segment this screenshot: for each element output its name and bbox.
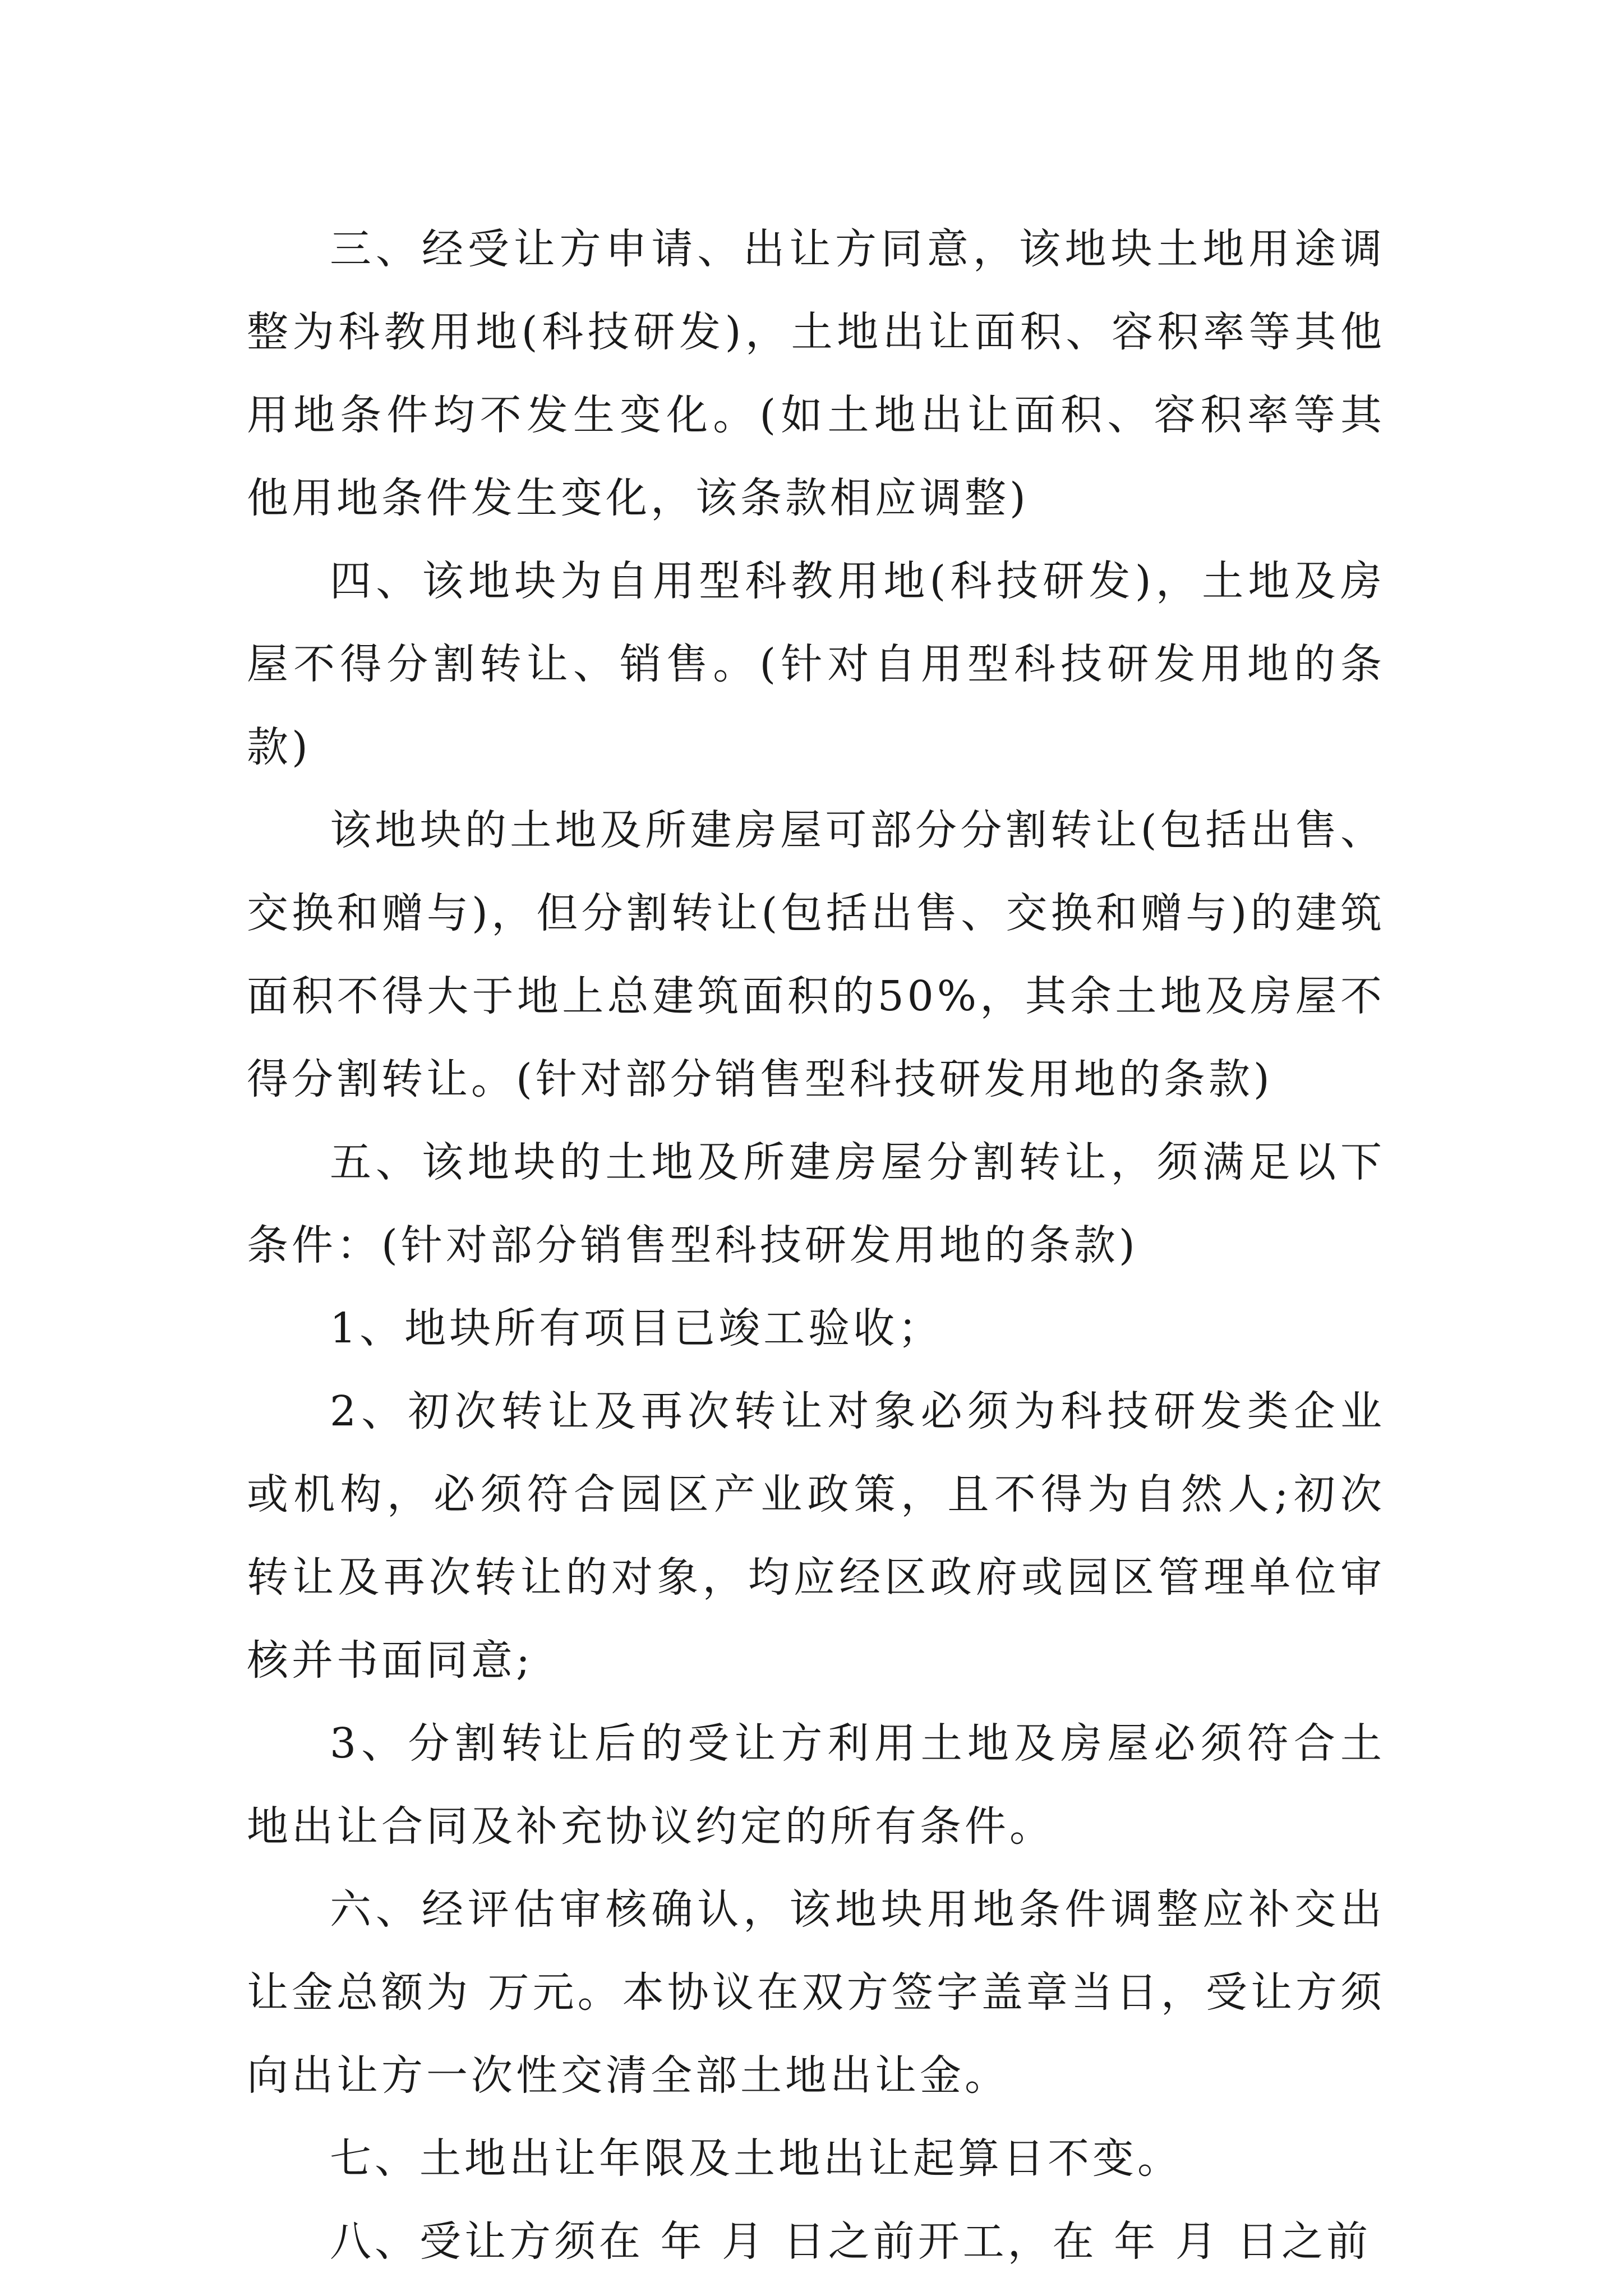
paragraph-clause-3: 三、经受让方申请、出让方同意，该地块土地用途调整为科教用地(科技研发)，土地出让面积、容积率等其他用地条件均不发生变化。(如土地出让面积、容积率等其他用地条件发生变化，该条款相应调整) — [247, 225, 1385, 522]
paragraph-clause-4-alt: 该地块的土地及所建房屋可部分分割转让(包括出售、交换和赠与)，但分割转让(包括出售、交换和赠与)的建筑面积不得大于地上总建筑面积的50%，其余土地及房屋不得分割转让。(针对部分销售型科技研发用地的条款) — [247, 806, 1385, 1103]
paragraph-clause-5-item-3: 3、分割转让后的受让方利用土地及房屋必须符合土地出让合同及补充协议约定的所有条件。 — [247, 1719, 1385, 1851]
paragraph-clause-6: 六、经评估审核确认，该地块用地条件调整应补交出让金总额为 万元。本协议在双方签字盖章当日，受让方须向出让方一次性交清全部土地出让金。 — [247, 1885, 1385, 2100]
paragraph-clause-5-item-1: 1、地块所有项目已竣工验收； — [330, 1304, 943, 1352]
paragraph-clause-4: 四、该地块为自用型科教用地(科技研发)，土地及房屋不得分割转让、销售。(针对自用型科技研发用地的条款) — [247, 557, 1385, 771]
paragraph-clause-7: 七、土地出让年限及土地出让起算日不变。 — [330, 2134, 1182, 2183]
paragraph-clause-8: 八、受让方须在 年 月 日之前开工，在 年 月 日之前 — [330, 2217, 1372, 2266]
paragraph-clause-5: 五、该地块的土地及所建房屋分割转让，须满足以下条件：(针对部分销售型科技研发用地的条款) — [247, 1138, 1385, 1269]
document-page — [247, 208, 1385, 2283]
paragraph-clause-5-item-2: 2、初次转让及再次转让对象必须为科技研发类企业或机构，必须符合园区产业政策，且不得为自然人;初次转让及再次转让的对象，均应经区政府或园区管理单位审核并书面同意; — [247, 1387, 1385, 1685]
